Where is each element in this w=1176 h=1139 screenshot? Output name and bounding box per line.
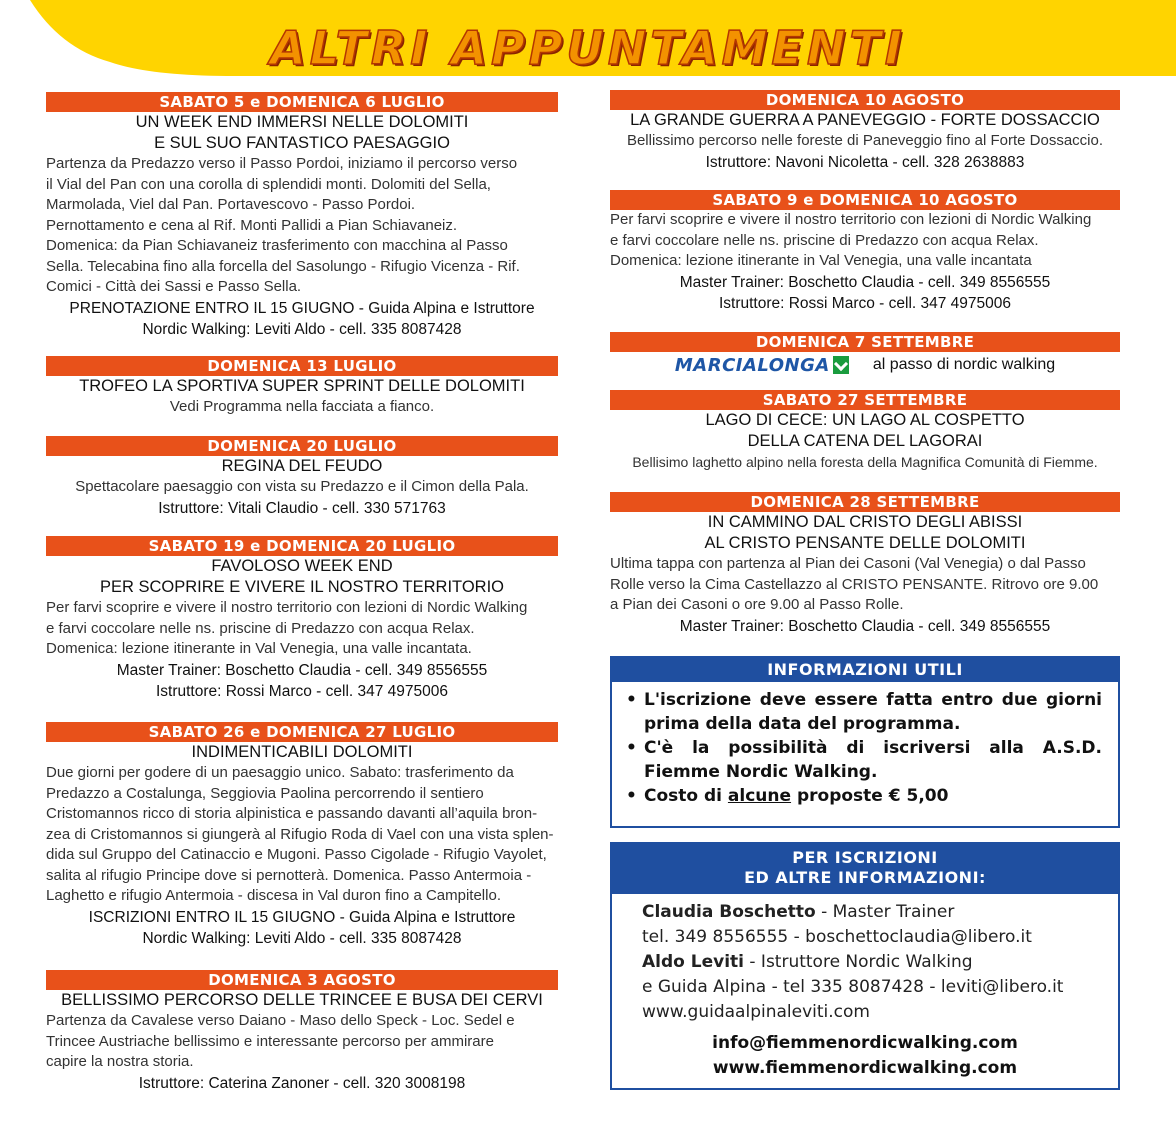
event-description: Vedi Programma nella facciata a fianco. <box>169 398 435 415</box>
event-description: Rolle verso la Cima Castellazzo al CRISTO PENSANTE. Ritrovo ore 9.00 <box>610 575 1099 593</box>
event-description: Cristomannos ricco di storia alpinistica e passando davanti all’aquila bron- <box>46 805 538 822</box>
event-title: AL CRISTO PENSANTE DELLE DOLOMITI <box>704 534 1026 552</box>
event-title: REGINA DEL FEUDO <box>221 457 383 475</box>
contact-details[interactable]: tel. 349 8556555 - boschettoclaudia@libero.it <box>642 927 1032 947</box>
website-link[interactable]: www.fiemmenordicwalking.com <box>712 1058 1018 1078</box>
event-description: capire la nostra storia. <box>46 1053 194 1070</box>
contact-name: Claudia Boschetto <box>642 902 816 922</box>
event-description: salita al rifugio Principe dove si pernotterà. Domenica. Passo Antermoia - <box>46 866 532 884</box>
event-description: al passo di nordic walking <box>872 356 1056 373</box>
contact-person <box>642 950 1118 975</box>
event-title: TROFEO LA SPORTIVA SUPER SPRINT DELLE DOLOMITI <box>79 377 525 395</box>
event-card <box>610 332 1120 378</box>
event-title: BELLISSIMO PERCORSO DELLE TRINCEE E BUSA DEI CERVI <box>61 991 543 1009</box>
event-description: Due giorni per godere di un paesaggio unico. Sabato: trasferimento da <box>46 764 514 781</box>
event-card <box>46 536 558 702</box>
marcialonga-logo: MARCIALONGA <box>674 354 830 376</box>
event-description: Domenica: da Pian Schiavaneiz trasferimento con macchina al Passo <box>46 237 508 254</box>
event-description: Partenza da Predazzo verso il Passo Pordoi, iniziamo il percorso verso <box>46 155 518 172</box>
event-description: Predazzo a Costalunga, Seggiovia Paolina percorrendo il sentiero <box>46 784 484 802</box>
event-description: Spettacolare paesaggio con vista su Predazzo e il Cimon della Pala. <box>75 478 529 495</box>
event-date: DOMENICA 10 AGOSTO <box>610 90 1120 110</box>
info-item-underlined: alcune <box>727 786 792 806</box>
event-card <box>46 970 558 1094</box>
event-description: zea di Cristomannos si giungerà al Rifugio Roda di Vael con una vista splen- <box>46 825 554 843</box>
event-card <box>46 722 558 949</box>
info-item: • C'è la possibilità di iscriversi alla A.S.D. Fiemme Nordic Walking. <box>626 736 1102 784</box>
info-item-text: Costo di <box>644 786 728 806</box>
event-description: Domenica: lezione itinerante in Val Venegia, una valle incantata. <box>46 640 472 657</box>
contact-details[interactable]: e Guida Alpina - tel 335 8087428 - leviti@libero.it <box>642 977 1064 997</box>
event-title: PER SCOPRIRE E VIVERE IL NOSTRO TERRITORIO <box>99 578 505 596</box>
event-date: SABATO 5 e DOMENICA 6 LUGLIO <box>46 92 558 112</box>
event-title: INDIMENTICABILI DOLOMITI <box>191 743 413 761</box>
event-date: SABATO 26 e DOMENICA 27 LUGLIO <box>46 722 558 742</box>
event-description: Partenza da Cavalese verso Daiano - Maso dello Speck - Loc. Sedel e <box>46 1012 515 1029</box>
event-instructor: Master Trainer: Boschetto Claudia - cell. 349 8556555 <box>679 273 1051 291</box>
event-date: DOMENICA 3 AGOSTO <box>46 970 558 990</box>
contacts-box-title <box>612 844 1118 894</box>
contacts-box <box>610 842 1120 1090</box>
event-date: DOMENICA 7 SETTEMBRE <box>610 332 1120 352</box>
event-instructor: Istruttore: Caterina Zanoner - cell. 320 3008198 <box>138 1074 466 1092</box>
event-date: DOMENICA 28 SETTEMBRE <box>610 492 1120 512</box>
event-description: Per farvi scoprire e vivere il nostro territorio con lezioni di Nordic Walking <box>610 211 1092 228</box>
event-card <box>610 90 1120 173</box>
event-instructor: Istruttore: Navoni Nicoletta - cell. 328 2638883 <box>705 153 1025 171</box>
contact-website[interactable]: www.guidaalpinaleviti.com <box>642 1002 870 1022</box>
event-description: e farvi coccolare nelle ns. priscine di Predazzo con acqua Relax. <box>46 619 475 637</box>
event-description: Laghetto e rifugio Antermoia - discesa in Val duron fino a Campitello. <box>46 887 501 904</box>
event-description: Bellissimo percorso nelle foreste di Paneveggio fino al Forte Dossaccio. <box>626 132 1104 149</box>
info-list <box>612 682 1118 816</box>
event-title: DELLA CATENA DEL LAGORAI <box>747 432 983 450</box>
event-title: LAGO DI CECE: UN LAGO AL COSPETTO <box>705 411 1025 429</box>
event-date: SABATO 9 e DOMENICA 10 AGOSTO <box>610 190 1120 210</box>
event-instructor: Master Trainer: Boschetto Claudia - cell. 349 8556555 <box>679 617 1051 635</box>
checkmark-icon <box>833 356 849 374</box>
event-date: SABATO 27 SETTEMBRE <box>610 390 1120 410</box>
event-description: Pernottamento e cena al Rif. Monti Pallidi a Pian Schiavaneiz. <box>46 216 458 234</box>
info-box <box>610 656 1120 828</box>
event-instructor: Nordic Walking: Leviti Aldo - cell. 335 8087428 <box>142 320 462 338</box>
event-card <box>46 436 558 519</box>
event-description: Domenica: lezione itinerante in Val Venegia, una valle incantata <box>610 252 1032 269</box>
info-item: • L'iscrizione deve essere fatta entro due giorni prima della data del programma. <box>626 688 1102 736</box>
event-instructor: Master Trainer: Boschetto Claudia - cell. 349 8556555 <box>116 661 488 679</box>
event-description: e farvi coccolare nelle ns. priscine di Predazzo con acqua Relax. <box>610 231 1039 249</box>
event-date: SABATO 19 e DOMENICA 20 LUGLIO <box>46 536 558 556</box>
event-description: Per farvi scoprire e vivere il nostro territorio con lezioni di Nordic Walking <box>46 599 528 616</box>
event-instructor: Istruttore: Rossi Marco - cell. 347 4975006 <box>155 682 449 700</box>
contact-person <box>642 900 1118 925</box>
event-instructor: Istruttore: Rossi Marco - cell. 347 4975006 <box>718 294 1012 312</box>
event-instructor: PRENOTAZIONE ENTRO IL 15 GIUGNO - Guida Alpina e Istruttore <box>69 299 535 317</box>
event-title: FAVOLOSO WEEK END <box>211 557 393 575</box>
event-card <box>610 492 1120 637</box>
event-title: LA GRANDE GUERRA A PANEVEGGIO - FORTE DOSSACCIO <box>630 111 1100 129</box>
event-description: il Vial del Pan con una corolla di splendidi monti. Dolomiti del Sella, <box>46 175 491 193</box>
contact-list <box>612 894 1118 1025</box>
contacts-title-line: ED ALTRE INFORMAZIONI: <box>744 868 986 887</box>
event-title: IN CAMMINO DAL CRISTO DEGLI ABISSI <box>707 513 1023 531</box>
event-card <box>610 190 1120 314</box>
info-box-title: INFORMAZIONI UTILI <box>612 658 1118 682</box>
contacts-title-line: PER ISCRIZIONI <box>792 848 938 867</box>
event-description: Marmolada, Viel dal Pan. Portavescovo - Passo Pordoi. <box>46 196 416 213</box>
event-description: Sella. Telecabina fino alla forcella del Sasolungo - Rifugio Vicenza - Rif. <box>46 257 520 275</box>
page-title: ALTRI APPUNTAMENTI <box>270 21 906 75</box>
email-link[interactable]: info@fiemmenordicwalking.com <box>712 1033 1018 1053</box>
info-item <box>626 784 1102 808</box>
event-title: E SUL SUO FANTASTICO PAESAGGIO <box>154 134 450 152</box>
event-description: Trincee Austriache bellissimo e interessante percorso per ammirare <box>46 1032 494 1050</box>
event-card <box>46 356 558 418</box>
contact-role: - Istruttore Nordic Walking <box>743 952 973 972</box>
event-date: DOMENICA 20 LUGLIO <box>46 436 558 456</box>
event-card <box>46 92 558 340</box>
event-description: dida sul Gruppo del Catinaccio e Mugoni. Passo Cigolade - Rifugio Vayolet, <box>46 846 547 863</box>
info-item-text: proposte € 5,00 <box>791 786 949 806</box>
footer-links <box>612 1031 1118 1081</box>
event-instructor: Nordic Walking: Leviti Aldo - cell. 335 8087428 <box>142 929 462 947</box>
event-card <box>610 390 1120 473</box>
event-title: UN WEEK END IMMERSI NELLE DOLOMITI <box>135 113 469 131</box>
marcialonga-row <box>610 352 1120 378</box>
event-description: Ultima tappa con partenza al Pian dei Casoni (Val Venegia) o dal Passo <box>610 555 1086 572</box>
event-date: DOMENICA 13 LUGLIO <box>46 356 558 376</box>
event-instructor: Istruttore: Vitali Claudio - cell. 330 571763 <box>158 499 446 517</box>
event-instructor: ISCRIZIONI ENTRO IL 15 GIUGNO - Guida Alpina e Istruttore <box>88 908 516 926</box>
event-description: Comici - Città dei Sassi e Passo Sella. <box>46 278 302 295</box>
event-description: a Pian dei Casoni o ore 9.00 al Passo Rolle. <box>610 596 904 613</box>
contact-role: - Master Trainer <box>815 902 955 922</box>
event-description: Bellisimo laghetto alpino nella foresta della Magnifica Comunità di Fiemme. <box>632 454 1098 470</box>
contact-name: Aldo Leviti <box>642 952 744 972</box>
